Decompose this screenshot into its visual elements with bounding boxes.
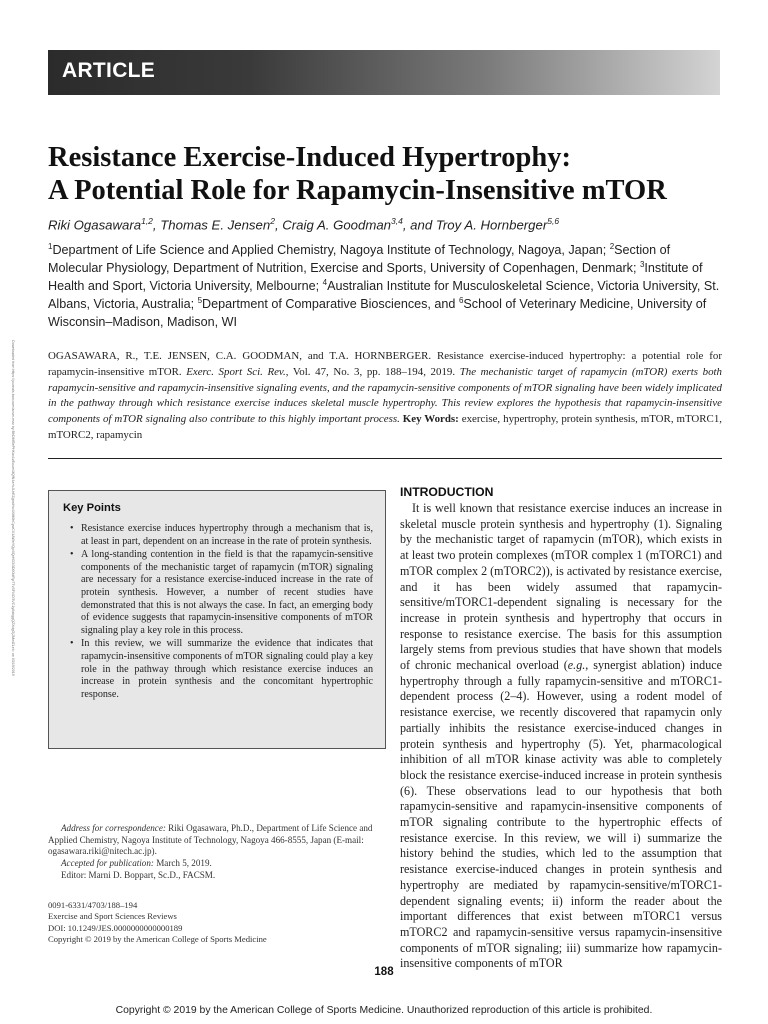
correspondence-label: Address for correspondence: — [61, 823, 166, 833]
title-line-2: A Potential Role for Rapamycin-Insensitive mTOR — [48, 175, 667, 206]
doi: DOI: 10.1249/JES.0000000000000189 — [48, 922, 183, 933]
author-affil-ref: 3,4 — [391, 216, 403, 226]
key-point-text: Resistance exercise induces hypertrophy through a mechanism that is, at least in part, dependent on an increase in the rate of protein synthesis. — [81, 523, 373, 547]
key-point-text: A long-standing contention in the field is that the rapamycin-sensitive components of the mechanistic target of rapamycin (mTOR) signaling are necessary for a resistance exercise-induced increase in the rate of protein synthesis. However, a number of recent studies have demonstrated that this is not always the case. In fact, an emerging body of evidence suggests that rapamycin-insensitive components of mTOR signaling play a key role in this process. — [81, 549, 373, 636]
affil-text: Department of Comparative Biosciences, and — [202, 297, 459, 311]
intro-text: , synergist ablation) induce hypertrophy through a fully rapamycin-sensitive and mTORC1-dependent process (2–4). However, using a rodent model of resistance exercise, we recently discovered that rapamycin only partially inhibits the resistance exercise-induced changes in protein synthesis and hypertrophy (5). Yet, pharmacological inhibition of all mTOR kinase activity was able to completely block the resistance exercise-induced increase in protein synthesis (6). These observations lead to our hypothesis that both rapamycin-sensitive and rapamycin-insensitive components of mTOR signaling contribute to the hypertrophic effects of resistance exercise. In this review, we will i) summarize the history behind the studies, which led to the assumption that resistance exercise-induced changes in protein synthesis and hypertrophy are mediated by rapamycin-sensitive/mTORC1-dependent signaling events; ii) inform the reader about the important differences that exist between mTORC1 versus mTORC2 and rapamycin-sensitive versus rapamycin-insensitive components of mTOR signaling; iii) summarize how rapamycin-insensitive components of mTOR — [400, 658, 722, 971]
journal-name: Exercise and Sport Sciences Reviews — [48, 911, 177, 922]
accepted-value: March 5, 2019. — [153, 858, 212, 869]
key-points-list — [63, 523, 373, 701]
introduction-paragraph — [400, 501, 722, 972]
author-separator: , — [274, 217, 283, 233]
abstract — [48, 349, 722, 444]
key-points-box — [48, 490, 386, 749]
key-point-text: In this review, we will summarize the evidence that indicates that rapamycin-insensitive components of mTOR signaling could play a key role in the pathway through which resistance exercise induces an increase in protein synthesis and the concomitant hypertrophic response. — [81, 638, 373, 700]
affil-number: 3 — [639, 259, 645, 269]
affil-text: School of Veterinary Medicine, University of Wisconsin–Madison, Madison, WI — [48, 297, 707, 329]
correspondence-address — [48, 823, 386, 858]
abstract-summary: The mechanistic target of rapamycin (mTOR) exerts both rapamycin-sensitive and rapamycin-insensitive signaling events, and the rapamycin-sensitive components of mTOR signaling have been widely implicated in the pathway through which resistance exercise induces skeletal muscle hypertrophy. This review explores the hypothesis that rapamycin-insensitive components of mTOR signaling also contribute to this highly important process. — [48, 365, 722, 426]
intro-text: It is well known that resistance exercise induces an increase in skeletal muscle protein synthesis and hypertrophy (1). Signaling by the mechanistic target of rapamycin (mTOR), which exists in at least two protein complexes (mTOR complex 1 (mTORC1) and mTOR complex 2 (mTORC2)), is activated by resistance exercise, and it has been widely assumed that rapamycin-sensitive/mTORC1-dependent signaling is necessary for the increase in protein synthesis and hypertrophy that occurs in response to resistance exercise. The basis for this assumption largely stems from previous studies that have shown that models of chronic mechanical overload ( — [400, 501, 722, 673]
keywords-label: Key Words: — [402, 413, 459, 426]
correspondence-text: Riki Ogasawara, Ph.D., Department of Life Science and Applied Chemistry, Nagoya Institute of Technology, Nagoya 466-8555, Japan (E-mail: ogasawara.riki@nitech.ac.jp). — [48, 823, 373, 857]
download-note: Downloaded from https://journals.lww.com/acsm-essr by BhDMf5ePHKav1zEoum1tQfN4a+kJLhEZgbsIHo4XMi0hCywCX1AWnYQp/IlQrHD3i3D0OdRyi7TvSFl4Cf3VC1y0abggQZXdgGj2MwlZLeI= on 03/19/2019 — [11, 339, 16, 676]
publication-info — [48, 900, 386, 945]
article-type-label: ARTICLE — [62, 59, 156, 82]
author-name: Thomas E. Jensen — [160, 217, 271, 233]
download-watermark — [6, 245, 20, 770]
author-separator: , — [152, 217, 161, 233]
key-points-title: Key Points — [63, 502, 121, 514]
abstract-journal: Exerc. Sport Sci. Rev. — [186, 365, 286, 378]
affil-text: Institute of Health and Sport, Victoria University, Melbourne; — [48, 261, 703, 293]
affil-number: 1 — [48, 241, 53, 251]
affil-number: 5 — [197, 295, 203, 305]
author-separator: , and — [402, 217, 436, 233]
bullet-icon: • — [70, 549, 74, 561]
editor-note: Editor: Marni D. Boppart, Sc.D., FACSM. — [61, 869, 216, 880]
article-banner — [48, 50, 720, 95]
bullet-icon: • — [70, 638, 74, 650]
author-name: Riki Ogasawara — [48, 217, 142, 233]
author-affil-ref: 2 — [270, 216, 275, 226]
article-title — [48, 141, 738, 207]
issn: 0091-6331/4703/188–194 — [48, 900, 138, 910]
abstract-citation-details: , Vol. 47, No. 3, pp. 188–194, 2019. — [285, 365, 460, 378]
key-point — [63, 523, 373, 548]
key-point — [63, 638, 373, 701]
keywords: exercise, hypertrophy, protein synthesis, mTOR, mTORC1, mTORC2, rapamycin — [48, 413, 722, 441]
author-affil-ref: 5,6 — [547, 216, 560, 226]
abstract-citation: OGASAWARA, R., T.E. JENSEN, C.A. GOODMAN, and T.A. HORNBERGER. Resistance exercise-induced hypertrophy: a potential role for rapamycin-insensitive mTOR. — [48, 350, 722, 378]
author-name: Craig A. Goodman — [282, 217, 391, 233]
accepted-label: Accepted for publication: — [61, 858, 154, 869]
key-point — [63, 549, 373, 637]
section-divider — [48, 458, 722, 459]
copyright-note: Copyright © 2019 by the American College of Sports Medicine — [48, 933, 267, 944]
title-line-1: Resistance Exercise-Induced Hypertrophy: — [48, 142, 571, 173]
footer-copyright: Copyright © 2019 by the American College of Sports Medicine. Unauthorized reproduction of this article is prohibited. — [115, 1005, 653, 1016]
page-number: 188 — [374, 966, 394, 978]
accepted-date — [48, 858, 386, 870]
author-name: Troy A. Hornberger — [435, 217, 548, 233]
author-affil-ref: 1,2 — [141, 216, 153, 226]
author-list — [48, 216, 728, 232]
affil-number: 6 — [458, 295, 464, 305]
affil-text: Section of Molecular Physiology, Department of Nutrition, Exercise and Sports, University of Copenhagen, Denmark; — [48, 243, 671, 275]
affil-text: Australian Institute for Musculoskeletal Science, Victoria University, St. Albans, Victoria, Australia; — [48, 279, 720, 311]
affil-number: 2 — [609, 241, 615, 251]
affil-number: 4 — [322, 277, 328, 287]
correspondence-note — [48, 823, 386, 882]
bullet-icon: • — [70, 523, 74, 534]
intro-eg: e.g. — [567, 658, 586, 673]
introduction-section — [400, 485, 722, 972]
introduction-heading: INTRODUCTION — [400, 485, 494, 499]
affiliations — [48, 241, 722, 331]
affil-text: Department of Life Science and Applied Chemistry, Nagoya Institute of Technology, Nagoya, Japan; — [52, 243, 610, 257]
